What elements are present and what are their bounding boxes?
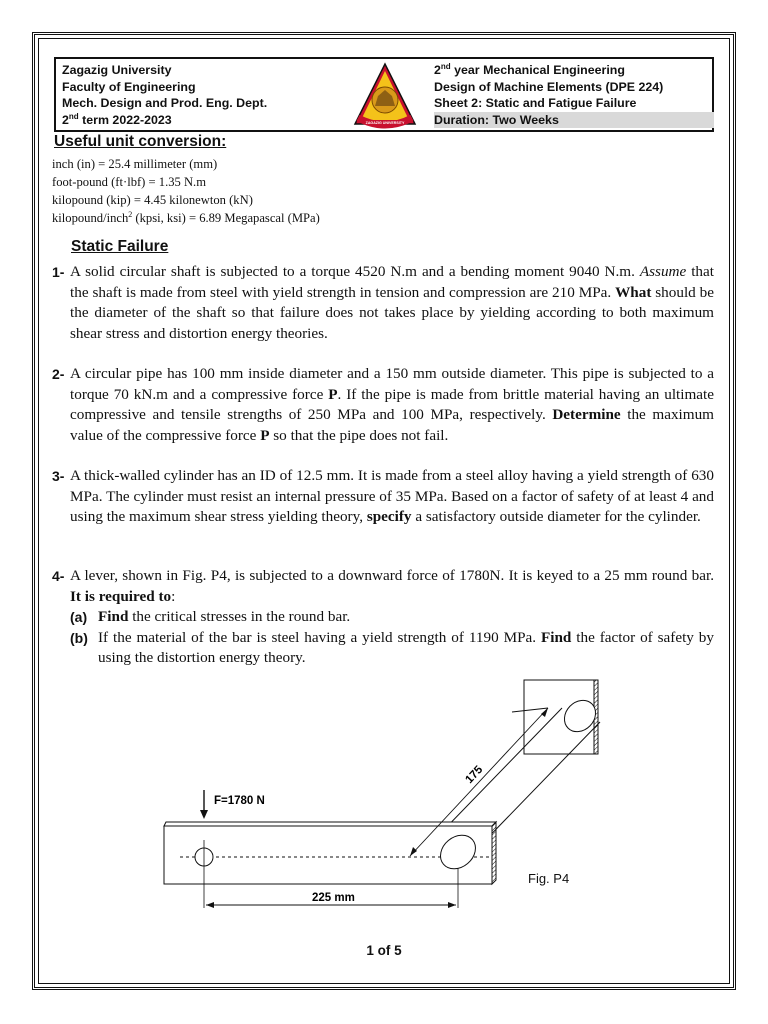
university-name: Zagazig University <box>62 63 172 77</box>
dimension-175: 175 <box>463 763 486 787</box>
conversion-heading: Useful unit conversion: <box>54 133 227 150</box>
figure-caption: Fig. P4 <box>528 871 570 886</box>
conversion-list <box>52 155 320 227</box>
header-left <box>62 62 267 128</box>
conversion-item: kilopound (kip) = 4.45 kilonewton (kN) <box>52 193 253 207</box>
sheet-title: Sheet 2: Static and Fatigue Failure <box>434 96 637 110</box>
header-right <box>434 62 714 128</box>
faculty-name: Faculty of Engineering <box>62 79 196 94</box>
document-header <box>54 57 714 132</box>
conversion-item: foot-pound (ft·lbf) = 1.35 N.m <box>52 175 207 189</box>
question-1: 1- A solid circular shaft is subjected to a torque 4520 N.m and a bending moment 9040 N.m. Assume that the shaft is made from steel with yield strength in tension and compression are 210 MPa. What should be the diameter of the shaft so that failure does not takes place by yielding according to both maximum shear stress and distortion energy theories. <box>52 263 714 342</box>
page-number: 1 of 5 <box>366 943 402 958</box>
conversion-item: kilopound/inch$^2$ (kpsi, ksi) = 6.89 Megapascal (MPa) <box>52 209 320 225</box>
course-title: Design of Machine Elements (DPE 224) <box>434 79 664 94</box>
force-label: F=1780 N <box>214 795 265 807</box>
sub-question-b: (b) If the material of the bar is steel having a yield strength of 1190 MPa. Find the factor of safety by using the distortion energy theory. <box>70 628 714 666</box>
dimension-225: 225 mm <box>312 892 355 904</box>
svg-text:ZAGAZIG UNIVERSITY: ZAGAZIG UNIVERSITY <box>365 121 405 125</box>
duration: Duration: Two Weeks <box>434 112 714 129</box>
department-name: Mech. Design and Prod. Eng. Dept. <box>62 96 268 110</box>
question-number: 4- <box>52 568 65 584</box>
question-number: 2- <box>52 366 65 382</box>
year-line: 2nd year Mechanical Engineering <box>434 61 625 77</box>
university-logo <box>352 62 418 130</box>
sub-question-a: (a) Find the critical stresses in the round bar. <box>70 608 351 625</box>
question-number: 3- <box>52 468 65 484</box>
question-3: 3- A thick-walled cylinder has an ID of 12.5 mm. It is made from a steel alloy having a yield strength of 630 MPa. The cylinder must resist an internal pressure of 35 MPa. Based on a factor of safety of at least 4 and using the maximum shear stress yielding theory, specify a satisfactory outside diameter for the cylinder. <box>52 467 714 525</box>
question-number: 1- <box>52 264 65 280</box>
section-heading: Static Failure <box>71 238 169 255</box>
term-line: 2nd term 2022-2023 <box>62 111 172 127</box>
question-4: 4- A lever, shown in Fig. P4, is subjected to a downward force of 1780N. It is keyed to a 25 mm round bar. It is required to: (a) Find the critical stresses in the round bar. (b) If the material of the bar is steel having a yield strength of 1190 MPa. Find the factor of safety by using the distortion energy theory. <box>52 566 714 669</box>
question-2: 2- A circular pipe has 100 mm inside diameter and a 150 mm outside diameter. This pipe is subjected to a torque 70 kN.m and a compressive force P. If the pipe is made from brittle material having an ultimate compressive and tensile strengths of 250 MPa and 100 MPa, respectively. Determine the maximum value of the compressive force P so that the pipe does not fail. <box>52 365 714 444</box>
conversion-item: inch (in) = 25.4 millimeter (mm) <box>52 157 218 171</box>
